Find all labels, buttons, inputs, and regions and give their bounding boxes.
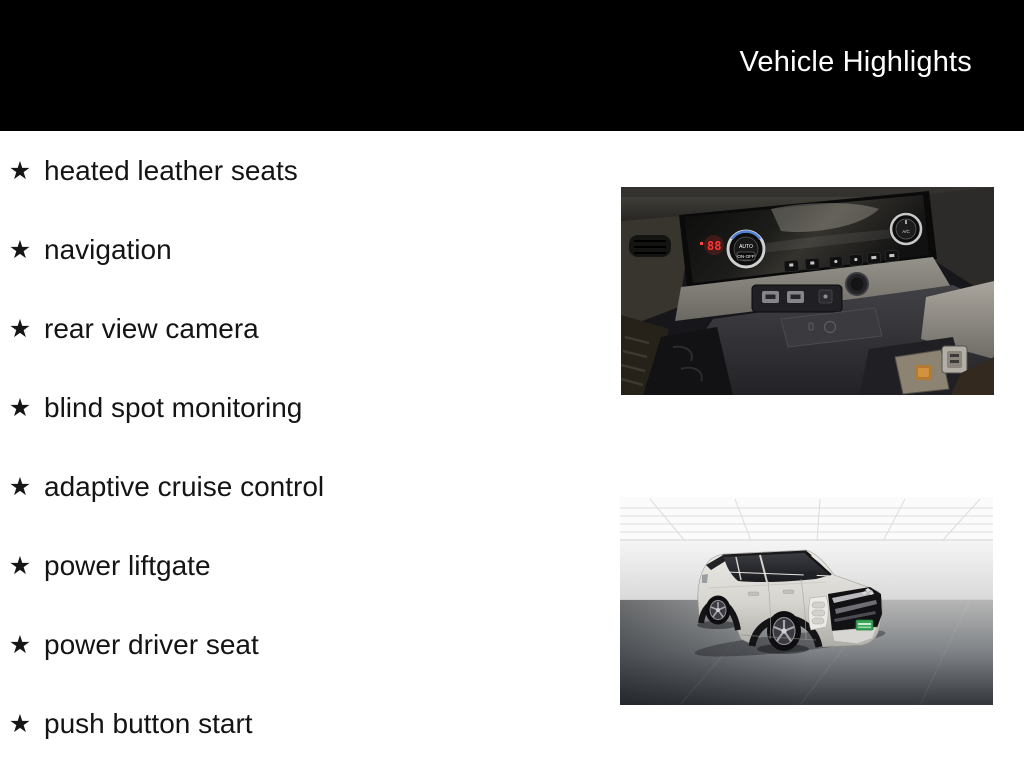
license-plate bbox=[856, 620, 873, 630]
title-bar bbox=[0, 0, 1024, 131]
highlight-item bbox=[8, 232, 324, 268]
svg-text:AUTO: AUTO bbox=[739, 244, 753, 250]
highlight-item bbox=[8, 469, 324, 505]
suv-showroom-photo bbox=[620, 497, 993, 705]
star-bullet-icon: ★ bbox=[8, 709, 32, 738]
highlight-item bbox=[8, 706, 324, 742]
star-bullet-icon: ★ bbox=[8, 156, 32, 185]
front-wheel bbox=[767, 611, 801, 651]
headlight bbox=[809, 596, 829, 630]
highlight-label: adaptive cruise control bbox=[44, 471, 325, 502]
grille bbox=[828, 587, 882, 631]
highlight-label: navigation bbox=[44, 234, 172, 265]
star-bullet-icon: ★ bbox=[8, 314, 32, 343]
highlight-label: power liftgate bbox=[44, 550, 211, 581]
rear-wheel bbox=[706, 596, 731, 625]
highlight-label: heated leather seats bbox=[44, 155, 298, 186]
highlight-item bbox=[8, 390, 324, 426]
highlight-label: power driver seat bbox=[44, 629, 259, 660]
climate-knob-left bbox=[726, 229, 766, 269]
ceiling-grid bbox=[620, 497, 993, 541]
highlight-label: rear view camera bbox=[44, 313, 259, 344]
highlights-list bbox=[8, 153, 324, 742]
highlight-item bbox=[8, 153, 324, 189]
star-bullet-icon: ★ bbox=[8, 630, 32, 659]
highlight-label: push button start bbox=[44, 708, 253, 739]
page-title: Vehicle Highlights bbox=[739, 46, 972, 78]
air-vent bbox=[629, 235, 671, 257]
svg-text:88: 88 bbox=[707, 239, 722, 253]
star-bullet-icon: ★ bbox=[8, 551, 32, 580]
svg-text:A/C: A/C bbox=[902, 229, 910, 234]
interior-console-illustration bbox=[621, 187, 994, 395]
climate-knob-right bbox=[889, 212, 923, 246]
star-bullet-icon: ★ bbox=[8, 472, 32, 501]
highlight-label: blind spot monitoring bbox=[44, 392, 303, 423]
round-button bbox=[846, 273, 868, 295]
star-bullet-icon: ★ bbox=[8, 393, 32, 422]
usb-panel bbox=[752, 285, 842, 312]
suv-showroom-illustration bbox=[620, 497, 993, 705]
star-bullet-icon: ★ bbox=[8, 235, 32, 264]
highlight-item bbox=[8, 548, 324, 584]
svg-text:ON·OFF: ON·OFF bbox=[737, 254, 755, 259]
gear-indicator-plate bbox=[942, 346, 967, 373]
highlight-item bbox=[8, 311, 324, 347]
highlight-item bbox=[8, 627, 324, 663]
interior-console-photo bbox=[621, 187, 994, 395]
